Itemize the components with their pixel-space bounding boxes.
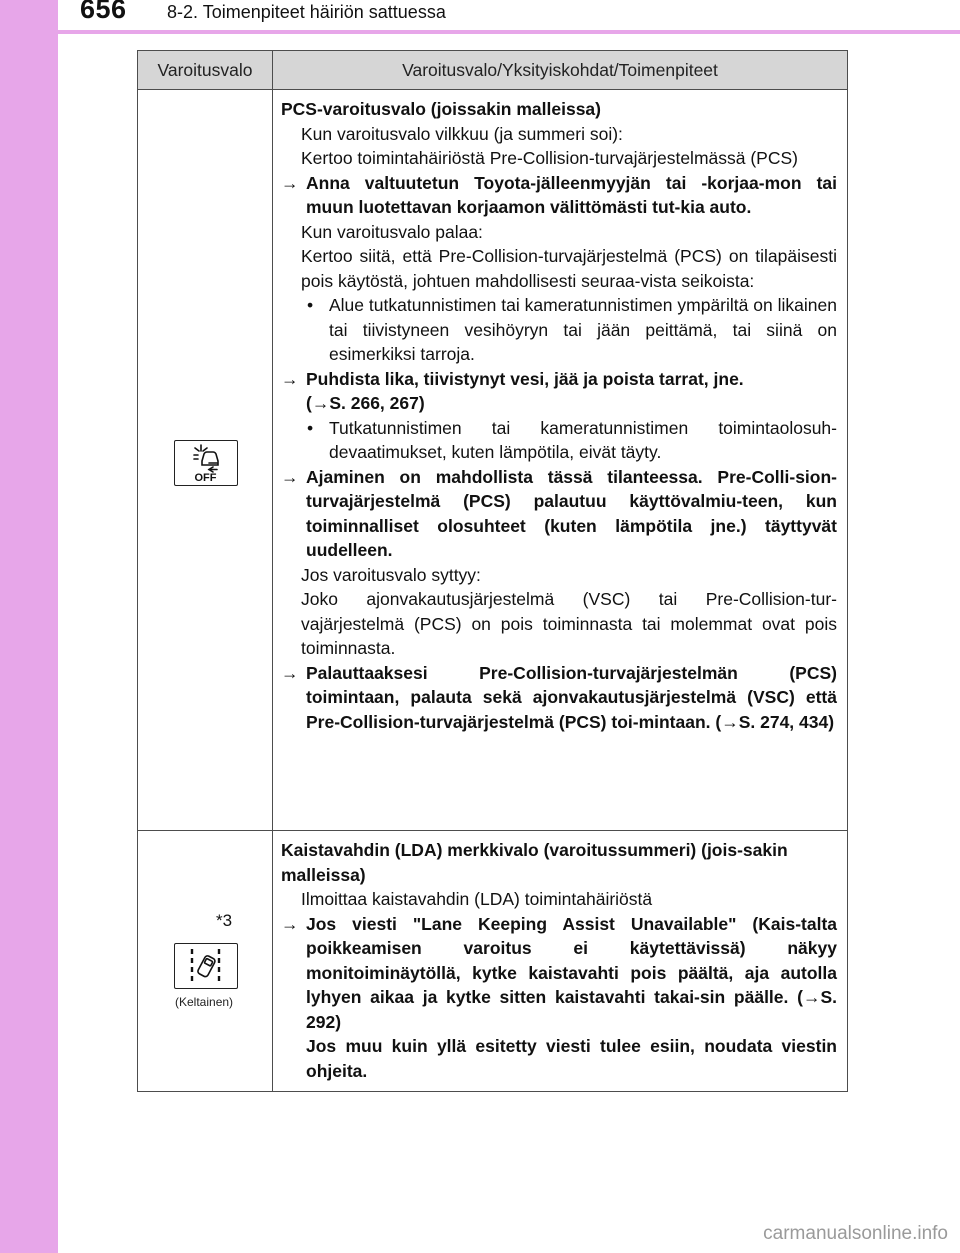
pcs-bullet-1 bbox=[281, 293, 837, 367]
lane-departure-car-icon bbox=[175, 944, 236, 987]
lda-icon-cell bbox=[138, 831, 273, 1092]
lda-desc: Ilmoittaa kaistavahdin (LDA) toimintahäiriöstä bbox=[301, 889, 653, 909]
lda-action-cont: Jos muu kuin yllä esitetty viesti tulee esiin, noudata viestin ohjeita. bbox=[306, 1036, 837, 1081]
pcs-action-1-text: Puhdista lika, tiivistynyt vesi, jää ja poista tarrat, jne. bbox=[306, 368, 744, 389]
pcs-bullet-2-text: Tutkatunnistimen tai kameratunnistimen toimintaolosuh-devaatimukset, kuten lämpötila, eivät täyty. bbox=[329, 417, 837, 462]
pcs-off-warning-icon bbox=[174, 440, 238, 486]
page-number: 656 bbox=[80, 0, 127, 24]
arrow-icon: → bbox=[281, 368, 299, 389]
section-title: 8-2. Toimenpiteet häiriön sattuessa bbox=[167, 2, 446, 22]
pcs-blink-desc: Kertoo toimintahäiriöstä Pre-Collision-turvajärjestelmässä (PCS) bbox=[301, 148, 798, 168]
pcs-on-intro: Kun varoitusvalo palaa: bbox=[301, 221, 483, 242]
arrow-icon: → bbox=[281, 172, 299, 193]
arrow-icon: → bbox=[281, 466, 299, 487]
pcs-action-1-ref[interactable]: (→S. 266, 267) bbox=[306, 393, 425, 413]
pcs-action-2-text: Ajaminen on mahdollista tässä tilanteessa. Pre-Colli-sion-turvajärjestelmä (PCS) palautuu käyttövalmiu-teen, kun toiminnalliset olosuhteet (kuten lämpötila jne.) täyttyvät uudelleen. bbox=[306, 466, 837, 560]
table-header-row bbox=[138, 51, 848, 90]
chapter-color-bar bbox=[0, 0, 58, 1253]
lda-footnote-mark: *3 bbox=[216, 911, 233, 930]
pcs-lit-desc: Joko ajonvakautusjärjestelmä (VSC) tai Pre-Collision-tur-vajärjestelmä (PCS) on pois toiminnasta tai molemmat ovat pois toiminnasta. bbox=[301, 589, 837, 658]
lda-title: Kaistavahdin (LDA) merkkivalo (varoitussummeri) (jois-sakin malleissa) bbox=[281, 840, 788, 885]
pcs-car-collision-icon bbox=[175, 441, 236, 484]
lda-action-text: Jos viesti "Lane Keeping Assist Unavailable" (Kais-talta poikkeamisen varoitus ei käytettävissä) näkyy monitoiminäytöllä, kytke kaistavahti pois päältä, aja autolla lyhyen aikaa ja kytke sitten kaistavahti takai-sin päälle. (→S. 292) bbox=[306, 913, 837, 1032]
bullet-icon: • bbox=[307, 417, 314, 438]
pcs-on-desc: Kertoo siitä, että Pre-Collision-turvajärjestelmä (PCS) on tilapäisesti pois käytöstä, johtuen mahdollisesti seuraa-vista seikoista: bbox=[301, 246, 837, 291]
table-row-pcs bbox=[138, 90, 848, 831]
pcs-bullet-1-text: Alue tutkatunnistimen tai kameratunnistimen ympäriltä on likainen tai tiivistyneen vesihöyryn tai jään peittämä, tai siinä on esimerkiksi tarroja. bbox=[329, 295, 837, 364]
pcs-action-2 bbox=[281, 465, 837, 563]
lda-action bbox=[281, 912, 837, 1035]
pcs-action-3 bbox=[281, 661, 837, 735]
pcs-blink-intro: Kun varoitusvalo vilkkuu (ja summeri soi): bbox=[301, 123, 623, 144]
pcs-title: PCS-varoitusvalo (joissakin malleissa) bbox=[281, 99, 601, 119]
pcs-bullet-2 bbox=[281, 416, 837, 465]
pcs-blink-action-text: Anna valtuutetun Toyota-jälleenmyyjän tai -korjaa-mon tai muun luotettavan korjaamon välittömästi tut-kia auto. bbox=[306, 172, 837, 217]
lda-description-cell bbox=[273, 831, 848, 1092]
pcs-icon-label: OFF bbox=[194, 472, 217, 484]
watermark: carmanualsonline.info bbox=[763, 1223, 948, 1244]
arrow-icon: → bbox=[281, 662, 299, 683]
column-header-warning-light: Varoitusvalo bbox=[138, 51, 273, 90]
lda-warning-icon bbox=[174, 943, 238, 989]
table-row-lda bbox=[138, 831, 848, 1092]
pcs-icon-cell bbox=[138, 90, 273, 831]
column-header-details: Varoitusvalo/Yksityiskohdat/Toimenpiteet bbox=[273, 51, 848, 90]
pcs-blink-action bbox=[281, 171, 837, 220]
pcs-action-3-text: Palauttaaksesi Pre-Collision-turvajärjestelmän (PCS) toimintaan, palauta sekä ajonvakautusjärjestelmä (VSC) että Pre-Collision-turvajärjestelmä (PCS) toi-mintaan. (→S. 274, 434) bbox=[306, 662, 837, 732]
pcs-action-1 bbox=[281, 367, 837, 392]
warning-light-table bbox=[137, 50, 848, 1092]
header-rule bbox=[58, 30, 960, 34]
pcs-description-cell bbox=[273, 90, 848, 831]
arrow-icon: → bbox=[281, 913, 299, 934]
lda-color-caption: (Keltainen) bbox=[175, 995, 234, 1009]
pcs-lit-intro: Jos varoitusvalo syttyy: bbox=[301, 564, 481, 585]
bullet-icon: • bbox=[307, 295, 314, 315]
